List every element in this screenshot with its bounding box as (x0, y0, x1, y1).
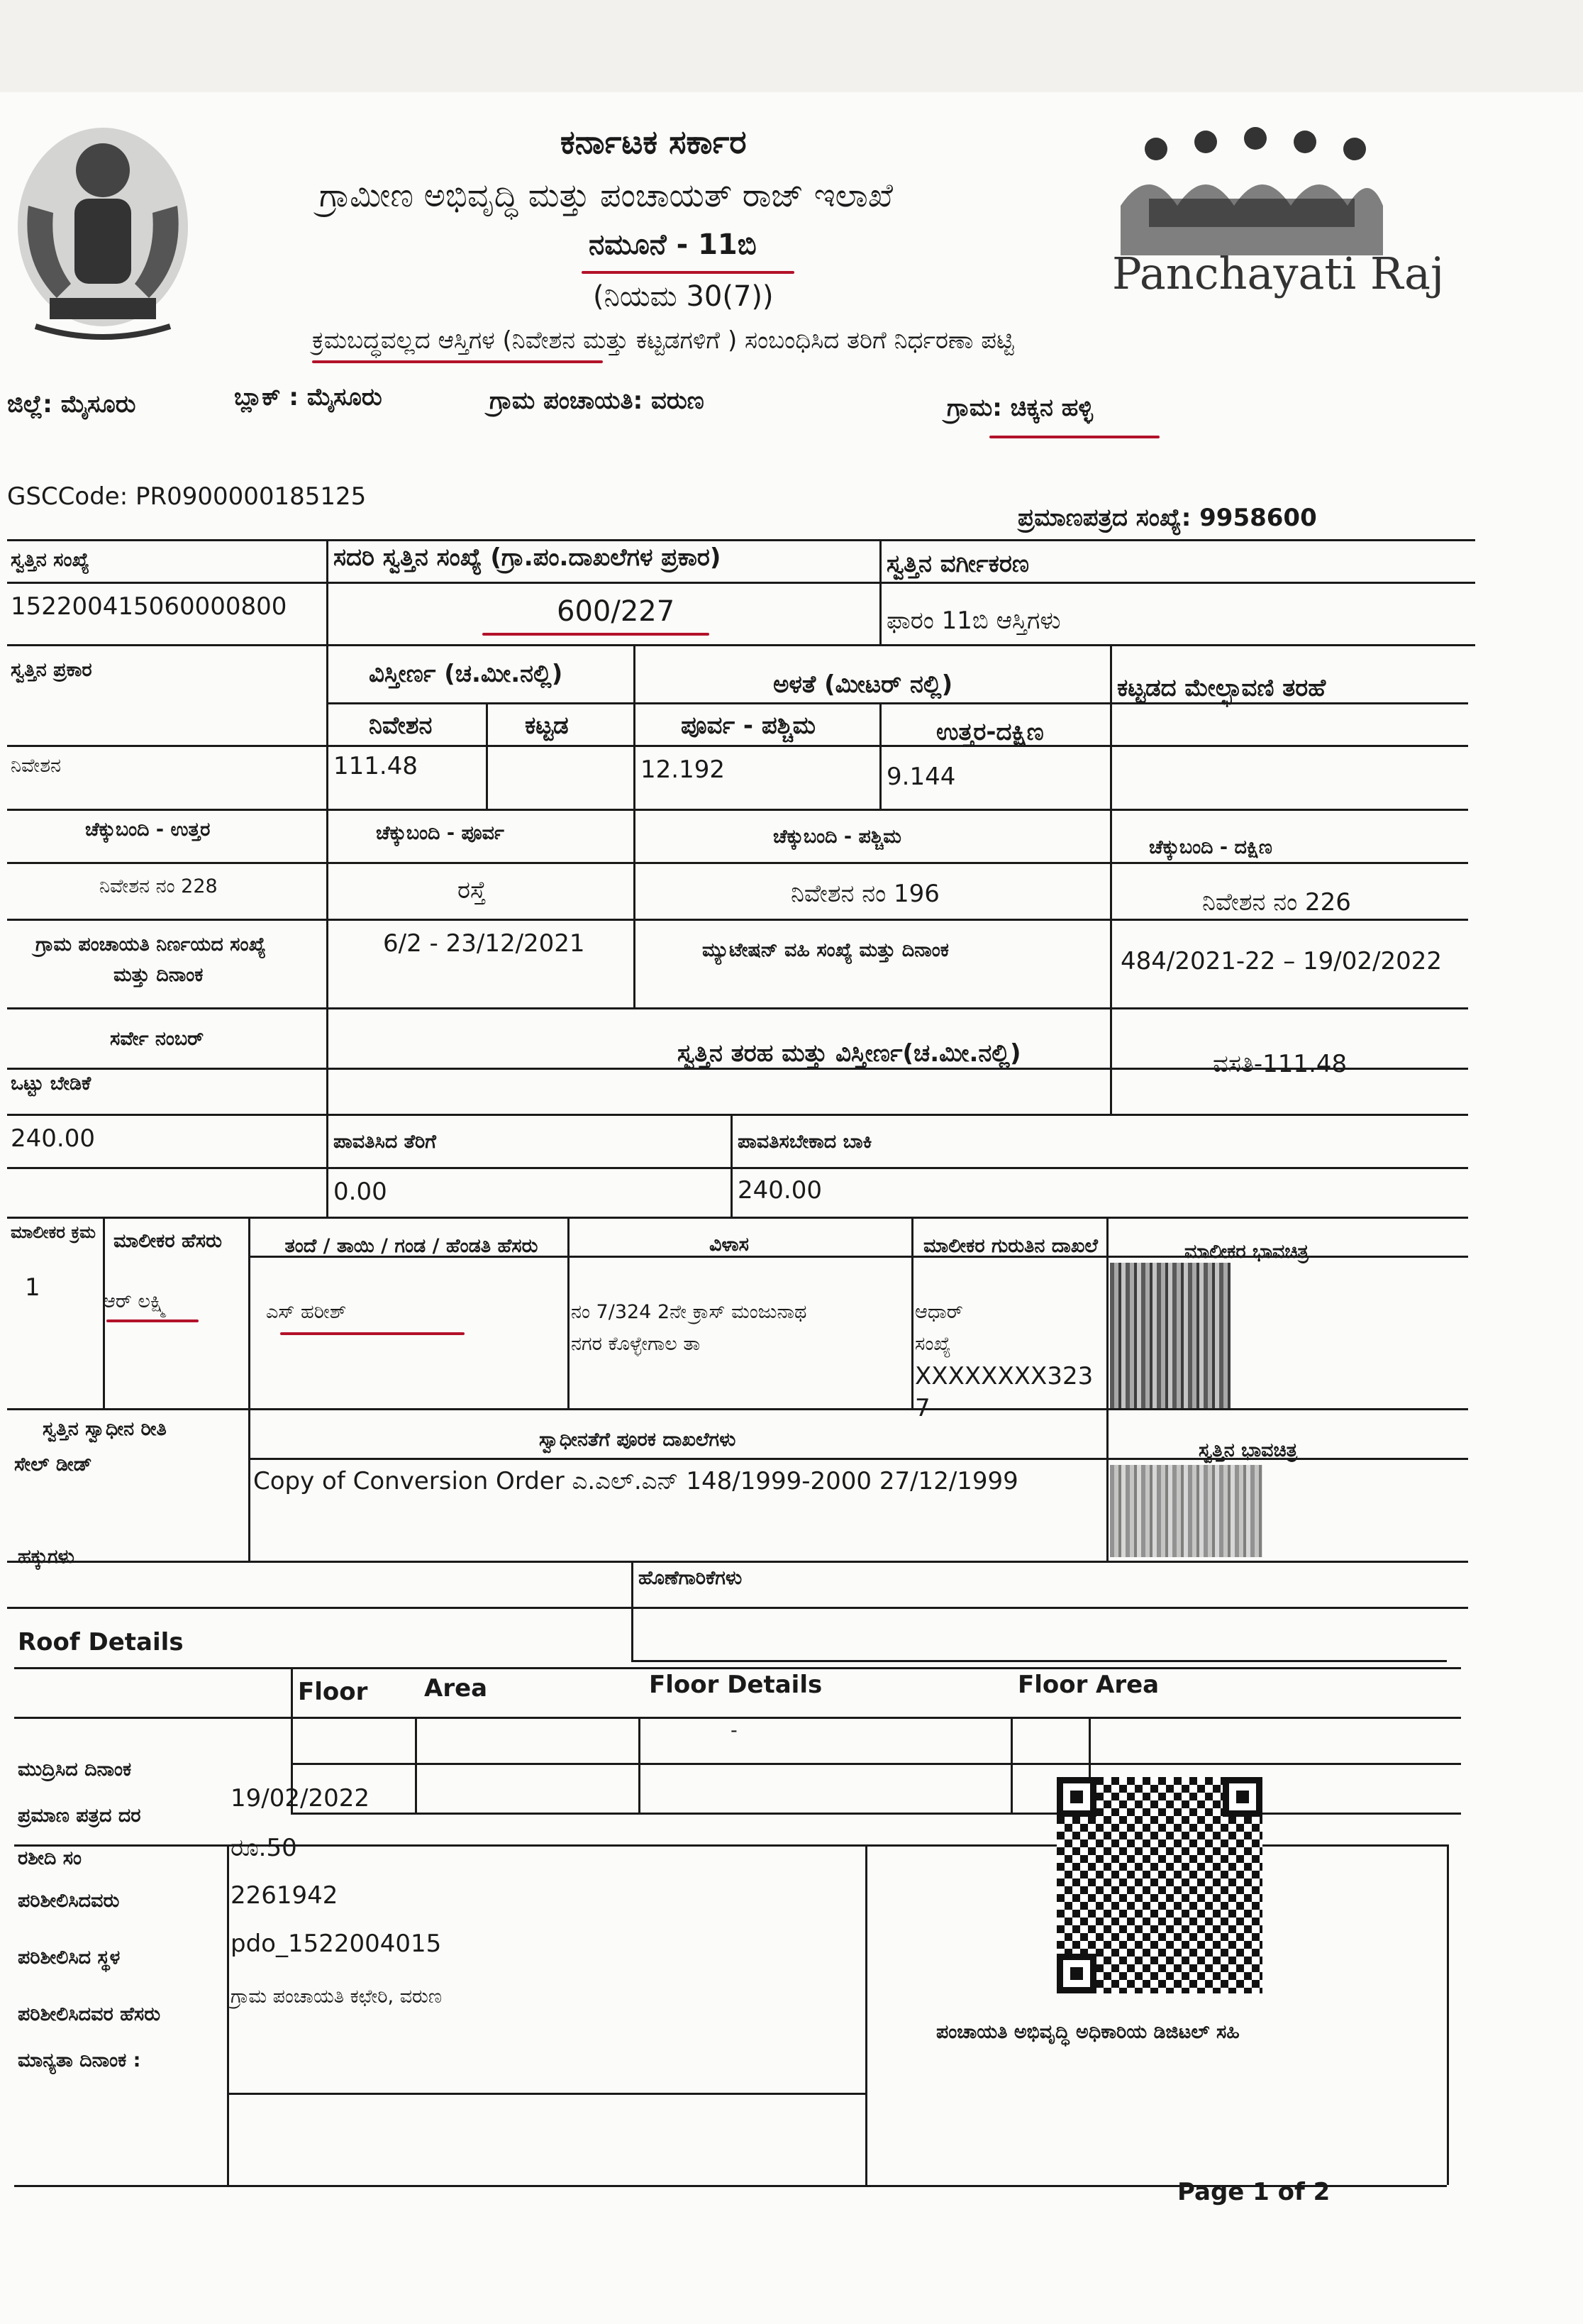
north-south-value: 9.144 (887, 763, 956, 791)
receipt-label: ರಶೀದಿ ಸಂ (18, 1847, 82, 1869)
village-underline (989, 436, 1160, 438)
grid-line (7, 809, 1468, 811)
property-type-label: ಸ್ವತ್ತಿನ ಪ್ರಕಾರ (11, 659, 92, 681)
owner-photo-label: ಮಾಲೀಕರ ಭಾವಚಿತ್ರ (1184, 1241, 1309, 1263)
id-number-tail: 7 (915, 1394, 931, 1422)
east-boundary-value: ರಸ್ತೆ (457, 876, 487, 904)
mutation-value: 484/2021-22 – 19/02/2022 (1121, 947, 1442, 975)
owner-name-value: ಆರ್ ಲಕ್ಷ್ಮಿ (103, 1290, 167, 1312)
verifier-name-label: ಪರಿಶೀಲಿಸಿದವರ ಹೆಸರು (18, 2003, 161, 2025)
print-date-value: 19/02/2022 (230, 1784, 370, 1813)
department-title: ಗ್ರಾಮೀಣ ಅಭಿವೃದ್ಧಿ ಮತ್ತು ಪಂಚಾಯತ್ ರಾಜ್ ಇಲಾಖೆ (319, 176, 894, 214)
floor-details-value: - (731, 1720, 738, 1742)
roof-details-label: Roof Details (18, 1628, 184, 1656)
gram-panchayat: ಗ್ರಾಮ ಪಂಚಾಯತಿ: ವರುಣ (489, 387, 704, 415)
verified-place-label: ಪರಿಶೀಲಿಸಿದ ಸ್ಥಳ (18, 1947, 121, 1969)
village: ಗ್ರಾಮ: ಚಿಕ್ಕನ ಹಳ್ಳಿ (947, 394, 1094, 422)
gsc-code: GSCCode: PR0900000185125 (7, 482, 367, 511)
id-type-line2: ಸಂಖ್ಯೆ (915, 1333, 951, 1355)
grid-line (7, 862, 1468, 864)
property-photo-label: ಸ್ವತ್ತಿನ ಭಾವಚಿತ್ರ (1199, 1439, 1298, 1461)
grid-line (1447, 1844, 1449, 2185)
property-id-value: 152200415060000800 (11, 592, 287, 621)
site-area-value: 111.48 (333, 752, 418, 780)
grid-line (7, 1217, 1468, 1219)
verified-place-value: ಗ್ರಾಮ ಪಂಚಾಯತಿ ಕಛೇರಿ, ವರುಣ (230, 1986, 443, 2008)
panchayati-raj-logo-icon (1106, 121, 1390, 262)
grid-line (291, 1763, 1461, 1765)
east-boundary-label: ಚೆಕ್ಕುಬಂದಿ - ಪೂರ್ವ (376, 822, 504, 844)
building-label: ಕಟ್ಟಡ (525, 712, 569, 740)
property-type-value: ನಿವೇಶನ (11, 755, 62, 777)
liabilities-label: ಹೊಣೆಗಾರಿಕೆಗಳು (638, 1567, 743, 1589)
father-name-label: ತಂದೆ / ತಾಯಿ / ಗಂಡ / ಹೆಂಡತಿ ಹೆಸರು (284, 1235, 538, 1257)
grid-line (1110, 644, 1112, 809)
east-west-label: ಪೂರ್ವ - ಪಶ್ಚಿಮ (681, 712, 816, 740)
grid-line (227, 1844, 229, 2185)
grid-line (7, 1007, 1468, 1009)
owner-sl-label: ಮಾಲೀಕರ ಕ್ರಮ (11, 1222, 96, 1242)
certificate-number: ಪ್ರಮಾಣಪತ್ರದ ಸಂಖ್ಯೆ: 9958600 (1018, 504, 1317, 532)
floor-label-2: Floor (1018, 1671, 1088, 1699)
grid-line (7, 539, 1475, 541)
id-type-line1: ಆಧಾರ್ (915, 1301, 963, 1323)
floor-details-label: Floor Details (649, 1671, 823, 1699)
government-title: ಕರ್ನಾಟಕ ಸರ್ಕಾರ (560, 123, 747, 161)
rights-label: ಹಕ್ಕುಗಳು (18, 1546, 74, 1568)
certificate-fee-label: ಪ್ರಮಾಣ ಪತ್ರದ ದರ (18, 1805, 141, 1827)
area-label-2: Area (1096, 1671, 1160, 1699)
karnataka-emblem-icon (7, 121, 199, 348)
grid-line (1011, 1717, 1013, 1813)
grid-line (911, 1217, 913, 1408)
grid-line (326, 539, 328, 644)
north-boundary-label: ಚೆಕ್ಕುಬಂದಿ - ಉತ್ತರ (85, 819, 211, 841)
property-id-label: ಸ್ವತ್ತಿನ ಸಂಖ್ಯೆ (11, 549, 89, 571)
property-photo (1110, 1465, 1262, 1557)
address-line1: ನಂ 7/324 2ನೇ ಕ್ರಾಸ್ ಮಂಜುನಾಥ (571, 1301, 807, 1323)
page-number: Page 1 of 2 (1177, 2178, 1331, 2206)
grid-line (7, 1561, 1468, 1563)
extent-label: ವಿಸ್ತೀರ್ಣ (ಚ.ಮೀ.ನಲ್ಲಿ) (369, 660, 563, 688)
grid-line (415, 1717, 417, 1813)
grid-line (879, 702, 882, 809)
demand-label: ಒಟ್ಟು ಬೇಡಿಕೆ (11, 1073, 91, 1095)
document-page (0, 92, 1583, 2324)
grid-line (7, 1408, 1468, 1410)
grid-line (633, 809, 635, 1007)
north-boundary-value: ನಿವೇಶನ ನಂ 228 (99, 875, 218, 897)
verifier-label: ಪರಿಶೀಲಿಸಿದವರು (18, 1890, 120, 1912)
receipt-value: 2261942 (230, 1881, 338, 1910)
print-date-label: ಮುದ್ರಿಸಿದ ದಿನಾಂಕ (18, 1759, 132, 1781)
demand-value: 240.00 (11, 1124, 95, 1153)
grid-line (14, 1717, 1461, 1719)
grid-line (1106, 1217, 1109, 1408)
grid-line (7, 644, 1475, 646)
id-number: XXXXXXXX323 (915, 1362, 1094, 1390)
type-extent-value: ವಸತಿ-111.48 (1213, 1050, 1348, 1078)
resolution-label-line1: ಗ್ರಾಮ ಪಂಚಾಯತಿ ನಿರ್ಣಯದ ಸಂಖ್ಯೆ (35, 934, 266, 956)
qr-code-icon (1057, 1777, 1262, 1993)
district: ಜಿಲ್ಲೆ: ಮೈಸೂರು (7, 390, 136, 419)
resolution-label-line2: ಮತ್ತು ದಿನಾಂಕ (113, 964, 204, 986)
register-underline (482, 633, 709, 636)
grid-line (7, 582, 1475, 584)
paid-value: 0.00 (333, 1178, 387, 1206)
digital-signature-label: ಪಂಚಾಯತಿ ಅಭಿವೃದ್ಧಿ ಅಧಿಕಾರಿಯ ಡಿಜಿಟಲ್ ಸಹಿ (936, 2021, 1240, 2043)
grid-line (631, 1660, 1447, 1662)
grid-line (7, 745, 1468, 747)
subtitle-underline (312, 360, 603, 363)
classification-label: ಸ್ವತ್ತಿನ ವರ್ಗೀಕರಣ (887, 550, 1030, 578)
block: ಬ್ಲಾಕ್ : ಮೈಸೂರು (234, 383, 382, 411)
father-name-underline (280, 1332, 465, 1335)
grid-line (7, 1114, 1468, 1116)
grid-line (638, 1717, 640, 1813)
owner-name-underline (106, 1319, 199, 1322)
east-west-value: 12.192 (640, 756, 725, 784)
grid-line (7, 919, 1468, 921)
west-boundary-value: ನಿವೇಶನ ನಂ 196 (791, 880, 940, 908)
verifier-value: pdo_1522004015 (230, 1930, 442, 1958)
grid-line (486, 702, 488, 809)
grid-line (248, 1217, 250, 1408)
grid-line (865, 1844, 867, 2185)
grid-line (731, 1114, 733, 1217)
site-label: ನಿವೇಶನ (369, 712, 433, 740)
register-label: ಸದರಿ ಸ್ವತ್ತಿನ ಸಂಖ್ಯೆ (ಗ್ರಾ.ಪಂ.ದಾಖಲೆಗಳ ಪ್ರಕಾರ) (333, 543, 721, 572)
supporting-docs-value: Copy of Conversion Order ಎ.ಎಲ್.ಎನ್ 148/1999-2000 27/12/1999 (253, 1467, 1018, 1495)
grid-line (631, 1561, 633, 1660)
grid-line (879, 539, 882, 644)
grid-line (14, 1667, 1461, 1669)
grid-line (248, 1408, 250, 1561)
west-boundary-label: ಚೆಕ್ಕುಬಂದಿ - ಪಶ್ಚಿಮ (773, 826, 901, 848)
grid-line (326, 702, 1468, 704)
dimension-label: ಅಳತೆ (ಮೀಟರ್ ನಲ್ಲಿ) (773, 670, 953, 699)
roof-area-label: Area (424, 1674, 488, 1703)
paid-label: ಪಾವತಿಸಿದ ತೆರಿಗೆ (333, 1131, 436, 1153)
form-subtitle: ಕ್ರಮಬದ್ಧವಲ್ಲದ ಆಸ್ತಿಗಳ (ನಿವೇಶನ ಮತ್ತು ಕಟ್ಟಡಗಳಿಗೆ ) ಸಂಬಂಧಿಸಿದ ತರಿಗೆ ನಿರ್ಧರಣಾ ಪಟ್ಟಿ (312, 326, 1014, 355)
owner-photo (1110, 1263, 1231, 1408)
balance-label: ಪಾವತಿಸಬೇಕಾದ ಬಾಕಿ (738, 1131, 872, 1153)
grid-line (7, 1167, 1468, 1169)
validity-label: ಮಾನ್ಯತಾ ದಿನಾಂಕ : (18, 2049, 141, 2071)
grid-line (326, 644, 328, 809)
resolution-value: 6/2 - 23/12/2021 (383, 929, 585, 958)
supporting-docs-label: ಸ್ವಾಧೀನತೆಗೆ ಪೂರಕ ದಾಖಲೆಗಳು (539, 1429, 736, 1451)
grid-line (227, 2093, 865, 2095)
father-name-value: ಎಸ್ ಹರೀಶ್ (266, 1301, 347, 1323)
grid-line (1106, 1408, 1109, 1561)
grid-line (567, 1217, 570, 1408)
grid-line (7, 1607, 1468, 1609)
rule-number: (ನಿಯಮ 30(7)) (593, 280, 774, 313)
acquisition-value: ಸೇಲ್ ಡೀಡ್ (14, 1454, 92, 1476)
grid-line (326, 1114, 328, 1217)
roof-floor-label: Floor (298, 1678, 368, 1706)
form-underline (582, 271, 794, 274)
grid-line (291, 1813, 1461, 1815)
mutation-label: ಮ್ಯುಟೇಷನ್ ವಹಿ ಸಂಖ್ಯೆ ಮತ್ತು ದಿನಾಂಕ (702, 939, 949, 961)
survey-label: ಸರ್ವೇ ನಂಬರ್ (110, 1028, 204, 1050)
type-extent-label: ಸ್ವತ್ತಿನ ತರಹ ಮತ್ತು ವಿಸ್ತೀರ್ಣ(ಚ.ಮೀ.ನಲ್ಲಿ) (677, 1039, 1021, 1068)
owner-id-label: ಮಾಲೀಕರ ಗುರುತಿನ ದಾಖಲೆ (923, 1235, 1098, 1257)
south-boundary-value: ನಿವೇಶನ ನಂ 226 (1202, 888, 1351, 917)
address-label: ವಿಳಾಸ (709, 1234, 749, 1256)
form-number: ನಮೂನೆ - 11ಬಿ (589, 228, 757, 261)
certificate-fee-value: ರೂ.50 (230, 1834, 297, 1862)
grid-line (633, 644, 635, 809)
acquisition-label: ಸ್ವತ್ತಿನ ಸ್ವಾಧೀನ ರೀತಿ (43, 1418, 167, 1440)
classification-value: ಫಾರಂ 11ಬಿ ಆಸ್ತಿಗಳು (887, 607, 1061, 635)
register-value: 600/227 (557, 595, 675, 628)
logo-text: Panchayati Raj (1112, 248, 1445, 299)
owner-name-label: ಮಾಲೀಕರ ಹೆಸರು (113, 1230, 223, 1252)
owner-sl-value: 1 (25, 1273, 40, 1302)
south-boundary-label: ಚೆಕ್ಕುಬಂದಿ - ದಕ್ಷಿಣ (1149, 836, 1272, 858)
roof-type-label: ಕಟ್ಟಡದ ಮೇಲ್ಛಾವಣಿ ತರಹೆ (1117, 674, 1326, 702)
north-south-label: ಉತ್ತರ-ದಕ್ಷಿಣ (936, 718, 1044, 746)
address-line2: ನಗರ ಕೊಳ್ಳೇಗಾಲ ತಾ (571, 1333, 701, 1355)
balance-value: 240.00 (738, 1176, 822, 1205)
